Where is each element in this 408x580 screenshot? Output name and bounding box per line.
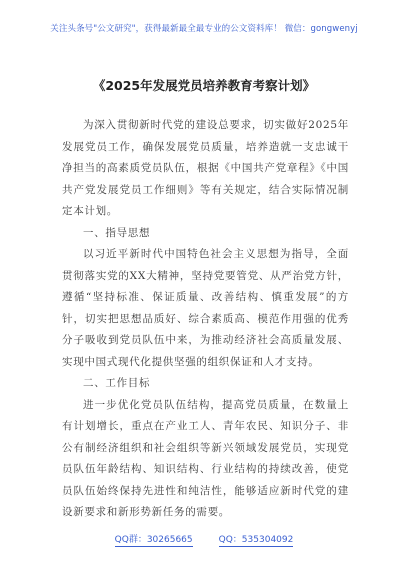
work-goals-paragraph: 进一步优化党员队伍结构，提高党员质量，在数量上有计划增长，重点在产业工人、青年农民、知识分子、非公有制经济组织和社会组织等新兴领域发展党员，实现党员队伍年龄结构、知识结构、行业结构的持续改善，使党员队伍始终保持先进性和纯洁性，能够适应新时代党的建设新要求和新形势新任务的需要。 <box>62 398 349 518</box>
footer-qq-group: QQ群：30265665 <box>114 535 193 545</box>
section-heading-work-goals: 二、工作目标 <box>83 377 151 389</box>
footer-qq: QQ：535304092 <box>218 535 294 545</box>
document-title: 《2025年发展党员培养教育考察计划》 <box>92 78 316 93</box>
header-note: 关注头条号"公文研究"，获得最新最全最专业的公文资料库！ 微信：gongwenyj <box>50 24 358 34</box>
guiding-ideology-paragraph: 以习近平新时代中国特色社会主义思想为指导，全面贯彻落实党的XX大精神，坚持党要管党、从严治党方针，遵循“坚持标准、保证质量、改善结构、慎重发展”的方针，切实把思想品质好、综合素质高、模范作用强的优秀分子吸收到党员队伍中来，为推动经济社会高质量发展、实现中国式现代化提供坚强的组织保证和人才支持。 <box>62 248 349 368</box>
document-body <box>62 115 349 524</box>
footer-contact <box>0 535 408 547</box>
intro-paragraph: 为深入贯彻新时代党的建设总要求，切实做好2025年发展党员工作，确保发展党员质量，培养造就一支忠诚干净担当的高素质党员队伍，根据《中国共产党章程》《中国共产党发展党员工作细则》等有关规定，结合实际情况制定本计划。 <box>62 119 349 217</box>
section-heading-guiding-ideology: 一、指导思想 <box>83 226 151 239</box>
